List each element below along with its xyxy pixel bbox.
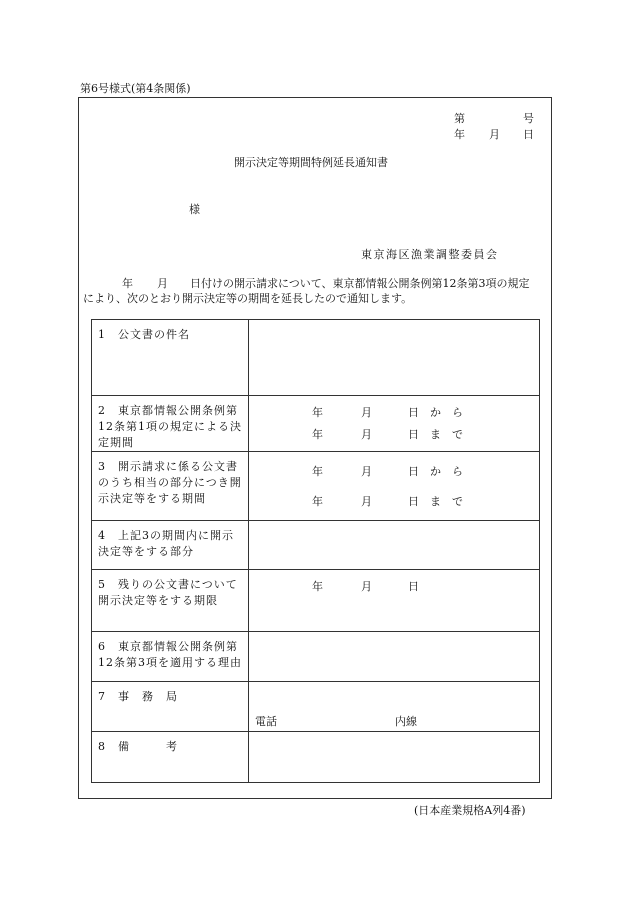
row-label: 5 残りの公文書について開示決定等をする期限	[92, 570, 249, 632]
form-label: 第6号様式(第4条関係)	[80, 82, 191, 95]
row-label: 4 上記3の期間内に開示決定等をする部分	[92, 521, 249, 570]
details-table	[91, 319, 540, 783]
row-value	[249, 320, 540, 396]
document-title: 開示決定等期間特例延長通知書	[234, 156, 388, 169]
body-year: 年	[122, 277, 133, 290]
row-label: 6 東京都情報公開条例第12条第3項を適用する理由	[92, 632, 249, 682]
row-value: 年 月 日 か ら 年 月 日 ま で	[249, 396, 540, 452]
number-suffix: 号	[523, 112, 534, 125]
office-phone: 電話	[255, 715, 277, 728]
table-row	[92, 396, 540, 452]
row-label: 3 開示請求に係る公文書のうち相当の部分につき開示決定等をする期間	[92, 452, 249, 521]
paper-size-note: (日本産業規格A列4番)	[414, 804, 526, 817]
table-row	[92, 521, 540, 570]
number-prefix: 第	[454, 112, 465, 125]
body-line1-text: 日付けの開示請求について、東京都情報公開条例第12条第3項の規定	[190, 277, 530, 290]
issuer-name: 東京海区漁業調整委員会	[361, 248, 499, 261]
row-value: 年 月 日 か ら 年 月 日 ま で	[249, 452, 540, 521]
table-row	[92, 682, 540, 732]
body-line2-text: により、次のとおり開示決定等の期間を延長したので通知します。	[83, 292, 413, 305]
table-row	[92, 732, 540, 783]
body-month: 月	[157, 277, 168, 290]
date-month: 月	[489, 128, 500, 141]
table-row	[92, 570, 540, 632]
row-value	[249, 682, 540, 732]
table-row	[92, 452, 540, 521]
row-value: 年 月 日	[249, 570, 540, 632]
date-year: 年	[454, 128, 465, 141]
row-label: 8 備 考	[92, 732, 249, 783]
office-extension: 内線	[395, 715, 417, 728]
row-label: 2 東京都情報公開条例第12条第1項の規定による決定期間	[92, 396, 249, 452]
table-row	[92, 320, 540, 396]
row-label: 1 公文書の件名	[92, 320, 249, 396]
addressee-suffix: 様	[189, 203, 200, 216]
row-label: 7 事 務 局	[92, 682, 249, 732]
row-value	[249, 632, 540, 682]
row-value	[249, 521, 540, 570]
date-day: 日	[523, 128, 534, 141]
table-row	[92, 632, 540, 682]
row-value	[249, 732, 540, 783]
